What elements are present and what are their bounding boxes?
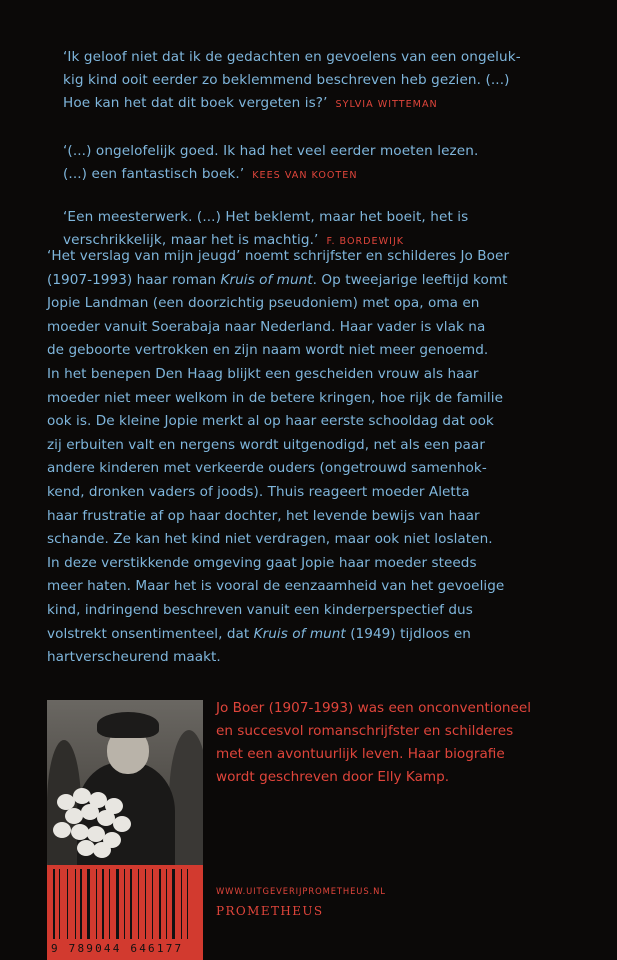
publisher-url[interactable]: WWW.UITGEVERIJPROMETHEUS.NL [216,886,386,896]
quote-bordewijk: ‘Een meesterwerk. (...) Het beklemt, maar het boeit, het is verschrikkelijk, maar het is machtig.’ F. BORDEWIJK [63,209,469,248]
author-hat [97,712,159,738]
book-title: Kruis of munt [220,271,313,288]
barcode-bars [53,869,197,939]
quote-author: SYLVIA WITTEMAN [335,99,438,110]
quote-witteman: ‘Ik geloof niet dat ik de gedachten en gevoelens van een ongeluk- kig kind ooit eerder zo beklemmend beschreven heb gezien. (...) Hoe kan het dat dit boek vergeten is?’ SYLVIA WITTEMAN [63,49,521,111]
isbn-number: 9 789044 646177 [51,942,184,955]
publisher-logo: PROMETHEUS [216,904,324,918]
quote-author: KEES VAN KOOTEN [252,170,358,181]
author-bio: Jo Boer (1907-1993) was een onconventioneel en succesvol romanschrijfster en schilderes met een avontuurlijk leven. Haar biografie wordt geschreven door Elly Kamp. [216,700,532,785]
author-photo [47,700,203,865]
book-title: Kruis of munt [253,625,346,642]
barcode [47,865,203,960]
quote-van-kooten: ‘(...) ongelofelijk goed. Ik had het veel eerder moeten lezen. (...) een fantastisch boek.’ KEES VAN KOOTEN [63,143,479,182]
book-description: ‘Het verslag van mijn jeugd’ noemt schrijfster en schilderes Jo Boer (1907-1993) haar roman Kruis of munt. Op tweejarige leeftijd komt Jopie Landman (een doorzichtig pseudoniem) met opa, oma en moeder vanuit Soerabaja naar Nederland. Haar vader is vlak na de geboorte vertrokken en zijn naam wordt niet meer genoemd. In het benepen Den Haag blijkt een gescheiden vrouw als haar moeder niet meer welkom in de betere kringen, hoe rijk de familie ook is. De kleine Jopie merkt al op haar eerste schooldag dat ook zij erbuiten valt en nergens wordt uitgenodigd, net als een paar andere kinderen met verkeerde ouders (ongetrouwd samenhok- kend, dronken vaders of joods). Thuis reageert moeder Aletta haar frustratie af op haar dochter, het levende bewijs van haar schande. Ze kan het kind niet verdragen, maar ook niet loslaten. In deze verstikkende omgeving gaat Jopie haar moeder steeds meer haten. Maar het is vooral de eenzaamheid van het gevoelige kind, indringend beschreven vanuit een kinderperspectief dus volstrekt onsentimenteel, dat Kruis of munt (1949) tijdloos en hartverscheurend maakt. [47,248,510,666]
quote-author: F. BORDEWIJK [326,236,405,247]
flower-bouquet [53,788,153,858]
